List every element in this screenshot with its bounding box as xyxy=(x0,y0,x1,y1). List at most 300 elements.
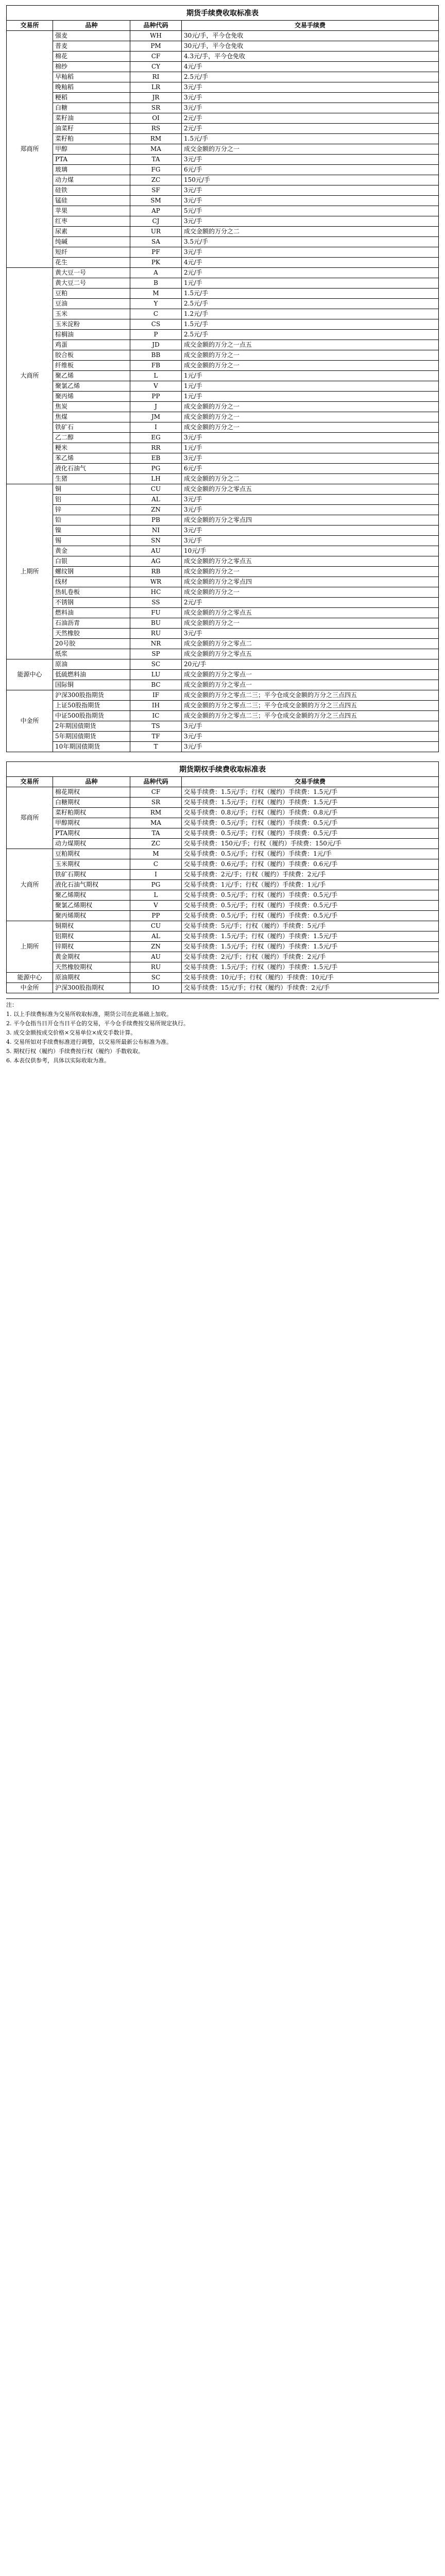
code-cell: RU xyxy=(130,629,182,639)
code-cell: PM xyxy=(130,41,182,52)
fee-cell: 4元/手 xyxy=(182,258,439,268)
header-fee: 交易手续费 xyxy=(182,777,439,787)
fee-cell: 成交金额的万分之一 xyxy=(182,618,439,629)
variety-cell: 红枣 xyxy=(53,216,130,227)
header-exchange: 交易所 xyxy=(7,21,53,31)
futures-fee-table xyxy=(6,20,439,752)
code-cell: PP xyxy=(130,911,182,921)
code-cell: SS xyxy=(130,598,182,608)
code-cell: ZN xyxy=(130,505,182,515)
variety-cell: 10年期国债期货 xyxy=(53,742,130,752)
code-cell: IH xyxy=(130,701,182,711)
code-cell: BU xyxy=(130,618,182,629)
code-cell: FB xyxy=(130,361,182,371)
fee-cell: 3元/手 xyxy=(182,505,439,515)
code-cell: IO xyxy=(130,983,182,993)
table-row xyxy=(7,402,439,412)
table-row xyxy=(7,62,439,72)
variety-cell: 黄金期权 xyxy=(53,952,130,962)
variety-cell: 上证50股指期货 xyxy=(53,701,130,711)
fee-cell: 1元/手 xyxy=(182,443,439,453)
table-row xyxy=(7,175,439,185)
code-cell: CJ xyxy=(130,216,182,227)
code-cell: CU xyxy=(130,484,182,495)
code-cell: OI xyxy=(130,113,182,124)
code-cell: AU xyxy=(130,952,182,962)
code-cell: J xyxy=(130,402,182,412)
table-row xyxy=(7,72,439,82)
fee-cell: 1.2元/手 xyxy=(182,309,439,319)
fee-cell: 成交金额的万分之零点二三；平今仓成交金额的万分之三点四五 xyxy=(182,701,439,711)
variety-cell: 原油 xyxy=(53,659,130,670)
table-row xyxy=(7,247,439,258)
variety-cell: 动力煤 xyxy=(53,175,130,185)
code-cell: TA xyxy=(130,828,182,839)
table-row xyxy=(7,618,439,629)
fee-cell: 5元/手 xyxy=(182,206,439,216)
variety-cell: 甲醇期权 xyxy=(53,818,130,828)
code-cell: IC xyxy=(130,711,182,721)
variety-cell: 普麦 xyxy=(53,41,130,52)
variety-cell: 聚氯乙烯期权 xyxy=(53,901,130,911)
fee-cell: 成交金额的万分之二 xyxy=(182,227,439,237)
fee-cell: 成交金额的万分之零点二 xyxy=(182,639,439,649)
table-row xyxy=(7,911,439,921)
fee-cell: 成交金额的万分之零点五 xyxy=(182,556,439,567)
table-row xyxy=(7,742,439,752)
variety-cell: 铝 xyxy=(53,495,130,505)
code-cell: SR xyxy=(130,798,182,808)
code-cell: IF xyxy=(130,690,182,701)
variety-cell: 锌 xyxy=(53,505,130,515)
table-row xyxy=(7,443,439,453)
code-cell: AL xyxy=(130,495,182,505)
fee-cell: 成交金额的万分之一 xyxy=(182,567,439,577)
exchange-cell: 大商所 xyxy=(7,849,53,921)
exchange-cell: 郑商所 xyxy=(7,787,53,849)
variety-cell: PTA xyxy=(53,155,130,165)
code-cell: SC xyxy=(130,659,182,670)
fee-cell: 4元/手 xyxy=(182,62,439,72)
fee-cell: 3元/手 xyxy=(182,103,439,113)
table-row xyxy=(7,299,439,309)
code-cell: RR xyxy=(130,443,182,453)
variety-cell: 铜 xyxy=(53,484,130,495)
fee-cell: 成交金额的万分之一点五 xyxy=(182,340,439,350)
code-cell: CY xyxy=(130,62,182,72)
variety-cell: 天然橡胶 xyxy=(53,629,130,639)
table-row xyxy=(7,973,439,983)
code-cell: AL xyxy=(130,931,182,942)
fee-cell: 交易手续费：0.6元/手；行权（履约）手续费：0.6元/手 xyxy=(182,859,439,870)
table-row xyxy=(7,155,439,165)
variety-cell: 胶合板 xyxy=(53,350,130,361)
table-row xyxy=(7,890,439,901)
fee-cell: 交易手续费：0.5元/手；行权（履约）手续费：0.5元/手 xyxy=(182,901,439,911)
code-cell: AU xyxy=(130,546,182,556)
code-cell: I xyxy=(130,422,182,433)
table-row xyxy=(7,484,439,495)
variety-cell: 黄大豆一号 xyxy=(53,268,130,278)
variety-cell: 动力煤期权 xyxy=(53,839,130,849)
code-cell: LH xyxy=(130,474,182,484)
fee-cell: 成交金额的万分之一 xyxy=(182,412,439,422)
fee-cell: 6元/手 xyxy=(182,464,439,474)
fee-cell: 3元/手 xyxy=(182,526,439,536)
variety-cell: 铝期权 xyxy=(53,931,130,942)
fee-cell: 交易手续费：0.5元/手；行权（履约）手续费：0.5元/手 xyxy=(182,890,439,901)
variety-cell: 菜籽粕期权 xyxy=(53,808,130,818)
fee-cell: 交易手续费：2元/手；行权（履约）手续费：2元/手 xyxy=(182,870,439,880)
exchange-cell: 能源中心 xyxy=(7,659,53,690)
table-row xyxy=(7,931,439,942)
fee-cell: 交易手续费：1.5元/手；行权（履约）手续费：1.5元/手 xyxy=(182,962,439,973)
fee-cell: 成交金额的万分之零点二三；平今仓成交金额的万分之三点四五 xyxy=(182,711,439,721)
fee-cell: 成交金额的万分之一 xyxy=(182,422,439,433)
code-cell: TA xyxy=(130,155,182,165)
table-row xyxy=(7,515,439,526)
table-row xyxy=(7,505,439,515)
header-fee: 交易手续费 xyxy=(182,21,439,31)
fee-cell: 交易手续费：0.5元/手；行权（履约）手续费：1元/手 xyxy=(182,849,439,859)
variety-cell: 白糖 xyxy=(53,103,130,113)
code-cell: AP xyxy=(130,206,182,216)
variety-cell: 尿素 xyxy=(53,227,130,237)
fee-cell: 成交金额的万分之一 xyxy=(182,361,439,371)
code-cell: PG xyxy=(130,464,182,474)
note-item: 6. 本表仅供参考，具体以实际收取为准。 xyxy=(6,1057,110,1064)
table-row xyxy=(7,371,439,381)
code-cell: V xyxy=(130,901,182,911)
variety-cell: 白糖期权 xyxy=(53,798,130,808)
table-row xyxy=(7,649,439,659)
variety-cell: 甲醇 xyxy=(53,144,130,155)
variety-cell: 5年期国债期货 xyxy=(53,732,130,742)
fee-cell: 2元/手 xyxy=(182,113,439,124)
table-header-row xyxy=(7,777,439,787)
table-row xyxy=(7,942,439,952)
table-row xyxy=(7,289,439,299)
code-cell: PP xyxy=(130,392,182,402)
variety-cell: 玻璃 xyxy=(53,165,130,175)
code-cell: FU xyxy=(130,608,182,618)
fee-cell: 3元/手 xyxy=(182,536,439,546)
code-cell: CU xyxy=(130,921,182,931)
variety-cell: 锡 xyxy=(53,536,130,546)
fee-cell: 交易手续费：15元/手；行权（履约）手续费：2元/手 xyxy=(182,983,439,993)
table-row xyxy=(7,278,439,289)
code-cell: B xyxy=(130,278,182,289)
variety-cell: 2年期国债期货 xyxy=(53,721,130,732)
fee-cell: 3元/手 xyxy=(182,721,439,732)
code-cell: NR xyxy=(130,639,182,649)
table-row xyxy=(7,921,439,931)
table-row xyxy=(7,567,439,577)
fee-cell: 成交金额的万分之零点四 xyxy=(182,515,439,526)
fee-cell: 3元/手 xyxy=(182,742,439,752)
fee-cell: 成交金额的万分之零点一 xyxy=(182,680,439,690)
note-item: 2. 平今仓指当日开仓当日平仓的交易，平今仓手续费按交易所规定执行。 xyxy=(6,1020,189,1027)
table-row xyxy=(7,828,439,839)
table-row xyxy=(7,134,439,144)
code-cell: RM xyxy=(130,808,182,818)
code-cell: TS xyxy=(130,721,182,732)
code-cell: T xyxy=(130,742,182,752)
exchange-cell: 上期所 xyxy=(7,484,53,659)
variety-cell: 黄金 xyxy=(53,546,130,556)
fee-cell: 成交金额的万分之零点四 xyxy=(182,577,439,587)
variety-cell: 粳稻 xyxy=(53,93,130,103)
notes-block xyxy=(6,998,439,1065)
variety-cell: 锌期权 xyxy=(53,942,130,952)
variety-cell: 聚丙烯期权 xyxy=(53,911,130,921)
exchange-cell: 郑商所 xyxy=(7,31,53,268)
variety-cell: 聚乙烯 xyxy=(53,371,130,381)
code-cell: NI xyxy=(130,526,182,536)
code-cell: CS xyxy=(130,319,182,330)
code-cell: RU xyxy=(130,962,182,973)
table-row xyxy=(7,962,439,973)
fee-schedule-page xyxy=(0,0,445,1076)
table-row xyxy=(7,216,439,227)
fee-cell: 交易手续费：2元/手；行权（履约）手续费：2元/手 xyxy=(182,952,439,962)
table-row xyxy=(7,319,439,330)
fee-cell: 2元/手 xyxy=(182,268,439,278)
note-item: 3. 成交金额按成交价格×交易单位×成交手数计算。 xyxy=(6,1029,136,1036)
fee-cell: 1元/手 xyxy=(182,392,439,402)
variety-cell: 豆油 xyxy=(53,299,130,309)
variety-cell: 玉米淀粉 xyxy=(53,319,130,330)
table-row xyxy=(7,546,439,556)
fee-cell: 20元/手 xyxy=(182,659,439,670)
code-cell: RI xyxy=(130,72,182,82)
variety-cell: 20号胶 xyxy=(53,639,130,649)
code-cell: ZN xyxy=(130,942,182,952)
fee-cell: 2.5元/手 xyxy=(182,299,439,309)
exchange-cell: 上期所 xyxy=(7,921,53,973)
table-row xyxy=(7,732,439,742)
variety-cell: 纯碱 xyxy=(53,237,130,247)
code-cell: HC xyxy=(130,587,182,598)
table-row xyxy=(7,464,439,474)
code-cell: LR xyxy=(130,82,182,93)
variety-cell: 线材 xyxy=(53,577,130,587)
variety-cell: 铅 xyxy=(53,515,130,526)
table-row xyxy=(7,381,439,392)
table-row xyxy=(7,839,439,849)
variety-cell: 沪深300股指期权 xyxy=(53,983,130,993)
table-row xyxy=(7,495,439,505)
code-cell: P xyxy=(130,330,182,340)
fee-cell: 30元/手，平今仓免收 xyxy=(182,41,439,52)
code-cell: JD xyxy=(130,340,182,350)
table-row xyxy=(7,639,439,649)
table-row xyxy=(7,124,439,134)
table-row xyxy=(7,93,439,103)
table-row xyxy=(7,849,439,859)
fee-cell: 30元/手，平今仓免收 xyxy=(182,31,439,41)
table-row xyxy=(7,392,439,402)
table-header-row xyxy=(7,21,439,31)
options-fee-table xyxy=(6,776,439,993)
table-row xyxy=(7,670,439,680)
table-row xyxy=(7,227,439,237)
table-row xyxy=(7,690,439,701)
code-cell: I xyxy=(130,870,182,880)
table-row xyxy=(7,629,439,639)
table-row xyxy=(7,680,439,690)
section2-title: 期货期权手续费收取标准表 xyxy=(6,761,439,776)
variety-cell: 镍 xyxy=(53,526,130,536)
table-row xyxy=(7,340,439,350)
fee-cell: 成交金额的万分之一 xyxy=(182,350,439,361)
fee-cell: 成交金额的万分之零点五 xyxy=(182,484,439,495)
code-cell: SF xyxy=(130,185,182,196)
table-row xyxy=(7,859,439,870)
table-row xyxy=(7,361,439,371)
fee-cell: 1.5元/手 xyxy=(182,319,439,330)
code-cell: PK xyxy=(130,258,182,268)
table-row xyxy=(7,41,439,52)
header-exchange: 交易所 xyxy=(7,777,53,787)
variety-cell: 铜期权 xyxy=(53,921,130,931)
fee-cell: 交易手续费：0.8元/手；行权（履约）手续费：0.8元/手 xyxy=(182,808,439,818)
fee-cell: 2元/手 xyxy=(182,124,439,134)
variety-cell: 锰硅 xyxy=(53,196,130,206)
variety-cell: 沪深300股指期货 xyxy=(53,690,130,701)
note-item: 5. 期权行权（履约）手续费按行权（履约）手数收取。 xyxy=(6,1048,144,1055)
section1-title: 期货手续费收取标准表 xyxy=(6,5,439,20)
exchange-cell: 中金所 xyxy=(7,690,53,752)
fee-cell: 4.3元/手，平今仓免收 xyxy=(182,52,439,62)
table-row xyxy=(7,52,439,62)
variety-cell: 铁矿石期权 xyxy=(53,870,130,880)
code-cell: CF xyxy=(130,787,182,798)
table-row xyxy=(7,113,439,124)
code-cell: A xyxy=(130,268,182,278)
table-row xyxy=(7,587,439,598)
code-cell: PG xyxy=(130,880,182,890)
code-cell: SP xyxy=(130,649,182,659)
table-row xyxy=(7,309,439,319)
variety-cell: 焦炭 xyxy=(53,402,130,412)
header-variety: 品种 xyxy=(53,21,130,31)
variety-cell: 苹果 xyxy=(53,206,130,216)
fee-cell: 成交金额的万分之一 xyxy=(182,587,439,598)
table-row xyxy=(7,880,439,890)
table-row xyxy=(7,165,439,175)
table-row xyxy=(7,474,439,484)
code-cell: JM xyxy=(130,412,182,422)
fee-cell: 交易手续费：1.5元/手；行权（履约）手续费：1.5元/手 xyxy=(182,931,439,942)
fee-cell: 2.5元/手 xyxy=(182,72,439,82)
fee-cell: 1元/手 xyxy=(182,381,439,392)
variety-cell: 玉米 xyxy=(53,309,130,319)
code-cell: M xyxy=(130,849,182,859)
fee-cell: 交易手续费：0.5元/手；行权（履约）手续费：0.5元/手 xyxy=(182,818,439,828)
fee-cell: 成交金额的万分之二 xyxy=(182,474,439,484)
variety-cell: 原油期权 xyxy=(53,973,130,983)
fee-cell: 3元/手 xyxy=(182,216,439,227)
table-row xyxy=(7,983,439,993)
code-cell: ZC xyxy=(130,839,182,849)
variety-cell: 乙二醇 xyxy=(53,433,130,443)
fee-cell: 交易手续费：0.5元/手；行权（履约）手续费：0.5元/手 xyxy=(182,828,439,839)
fee-cell: 3元/手 xyxy=(182,185,439,196)
fee-cell: 交易手续费：0.5元/手；行权（履约）手续费：0.5元/手 xyxy=(182,911,439,921)
fee-cell: 交易手续费：1.5元/手；行权（履约）手续费：1.5元/手 xyxy=(182,942,439,952)
variety-cell: 国际铜 xyxy=(53,680,130,690)
variety-cell: 粳米 xyxy=(53,443,130,453)
fee-cell: 3元/手 xyxy=(182,629,439,639)
variety-cell: 铁矿石 xyxy=(53,422,130,433)
table-row xyxy=(7,237,439,247)
table-row xyxy=(7,433,439,443)
fee-cell: 成交金额的万分之零点二三；平今仓成交金额的万分之三点四五 xyxy=(182,690,439,701)
table-row xyxy=(7,808,439,818)
table-row xyxy=(7,659,439,670)
fee-cell: 交易手续费：1.5元/手；行权（履约）手续费：1.5元/手 xyxy=(182,798,439,808)
table-row xyxy=(7,206,439,216)
variety-cell: 玉米期权 xyxy=(53,859,130,870)
variety-cell: 液化石油气 xyxy=(53,464,130,474)
fee-cell: 成交金额的万分之零点五 xyxy=(182,608,439,618)
fee-cell: 2.5元/手 xyxy=(182,330,439,340)
table-row xyxy=(7,82,439,93)
code-cell: MA xyxy=(130,144,182,155)
variety-cell: PTA期权 xyxy=(53,828,130,839)
code-cell: RB xyxy=(130,567,182,577)
fee-cell: 3元/手 xyxy=(182,155,439,165)
code-cell: BC xyxy=(130,680,182,690)
code-cell: PB xyxy=(130,515,182,526)
fee-cell: 3元/手 xyxy=(182,247,439,258)
table-row xyxy=(7,31,439,41)
table-row xyxy=(7,798,439,808)
variety-cell: 纸浆 xyxy=(53,649,130,659)
code-cell: ZC xyxy=(130,175,182,185)
header-code: 品种代码 xyxy=(130,777,182,787)
code-cell: FG xyxy=(130,165,182,175)
note-item: 1. 以上手续费标准为交易所收取标准，期货公司在此基础上加收。 xyxy=(6,1011,172,1018)
fee-cell: 成交金额的万分之零点五 xyxy=(182,649,439,659)
table-row xyxy=(7,721,439,732)
variety-cell: 生猪 xyxy=(53,474,130,484)
variety-cell: 强麦 xyxy=(53,31,130,41)
table-row xyxy=(7,350,439,361)
variety-cell: 聚丙烯 xyxy=(53,392,130,402)
code-cell: RS xyxy=(130,124,182,134)
table-row xyxy=(7,787,439,798)
variety-cell: 纤维板 xyxy=(53,361,130,371)
code-cell: PF xyxy=(130,247,182,258)
code-cell: C xyxy=(130,309,182,319)
variety-cell: 棕榈油 xyxy=(53,330,130,340)
code-cell: EB xyxy=(130,453,182,464)
table-row xyxy=(7,598,439,608)
code-cell: L xyxy=(130,371,182,381)
code-cell: M xyxy=(130,289,182,299)
fee-cell: 1.5元/手 xyxy=(182,134,439,144)
variety-cell: 天然橡胶期权 xyxy=(53,962,130,973)
table-row xyxy=(7,536,439,546)
code-cell: UR xyxy=(130,227,182,237)
table-row xyxy=(7,526,439,536)
fee-cell: 10元/手 xyxy=(182,546,439,556)
notes-heading: 注： xyxy=(6,1002,18,1008)
fee-cell: 交易手续费：10元/手；行权（履约）手续费：10元/手 xyxy=(182,973,439,983)
fee-cell: 3元/手 xyxy=(182,196,439,206)
